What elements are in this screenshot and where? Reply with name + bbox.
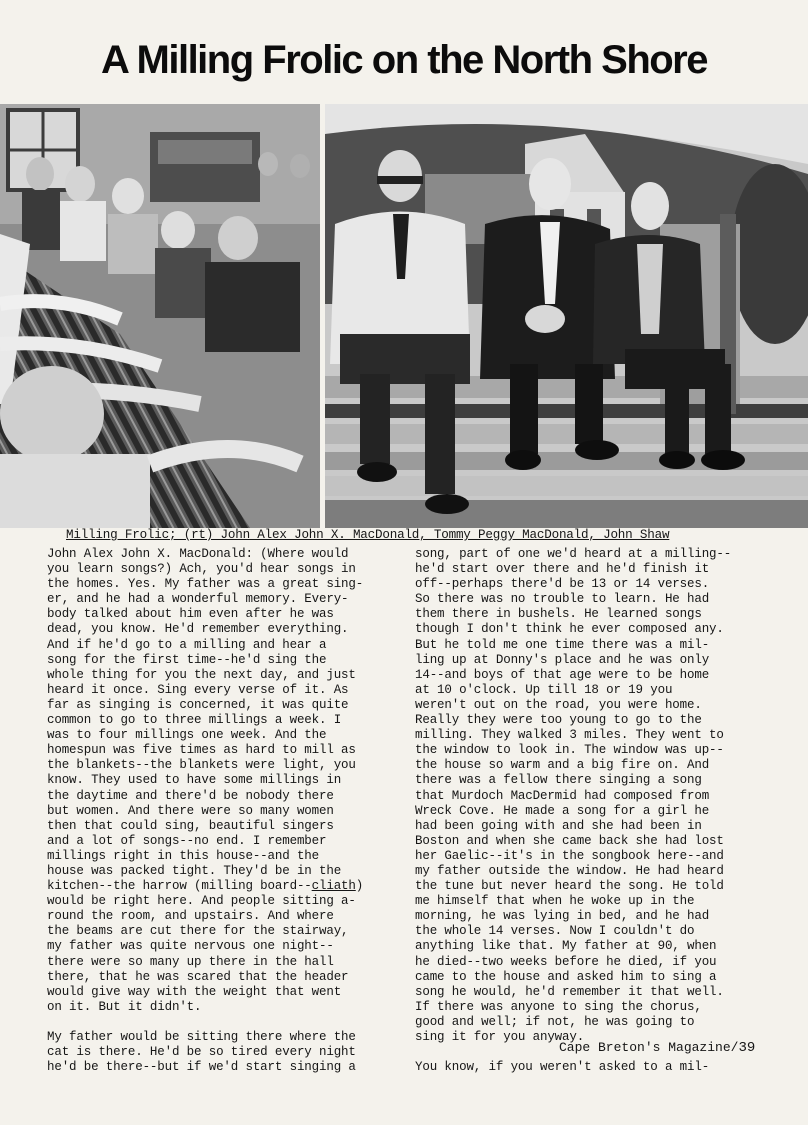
photo-caption: Milling Frolic; (rt) John Alex John X. MacDonald, Tommy Peggy MacDonald, John Shaw — [66, 528, 670, 542]
milling-frolic-photo — [0, 104, 320, 528]
page-number: 39 — [738, 1040, 756, 1056]
article-column-left — [47, 547, 399, 1090]
gaelic-term: cliath — [311, 879, 356, 894]
article-paragraph: You know, if you weren't asked to a mil- — [415, 1060, 710, 1075]
page-footer — [559, 1040, 755, 1056]
three-men-on-wagon-photo — [325, 104, 808, 528]
article-paragraph: song, part of one we'd heard at a milling-- he'd start over there and he'd finish it off--perhaps there'd be 13 or 14 verses. So there was no trouble to learn. He had them there in bushels. He learned songs though I don't think he ever composed any. But he told me one time there was a mil- ling up at Donny's place and he was only 14--and boys of that age were to be home at 10 o'clock. Up till 18 or 19 you weren't out on the road, you were home. Really they were too young to go to the milling. They walked 3 miles. They went to the window to look in. The window was up-- the house so warm and a big fire on. And there was a fellow there singing a song that Murdoch MacDermid had composed from Wreck Cove. He made a song for a girl he had been going with and she had been in Boston and when she came back she had lost her Gaelic--it's in the songbook here--and my father outside the window. He had heard the tune but never heard the song. He told me himself that when he woke up in the morning, he was lying in bed, and he had the whole 14 verses. Now I couldn't do anything like that. My father at 90, when he died--two weeks before he died, if you came to the house and asked him to sing a song he would, he'd remember it that well. If there was anyone to sing the chorus, good and well; if not, he was going to sing it for you anyway. — [415, 547, 732, 1044]
text-run: John Alex John X. MacDonald: (Where would you learn songs?) Ach, you'd hear songs in the homes. Yes. My father was a great sing- er, and he had a wonderful memory. Every- body talked about him even after he was dead, you know. He'd remember everything. And if he'd go to a milling and hear a song for the first time--he'd sing the whole thing for you the next day, and just heard it once. Sing every verse of it. As far as singing is concerned, it was quite common to go to three millings a week. I was to four millings one week. And the homespun was five times as hard to mill as the blankets--the blankets were light, you know. They used to have some millings in the daytime and there'd be nobody there but women. And there were so many women then that could sing, beautiful singers and a lot of songs--no end. I remember millings right in this house--and the house was packed tight. They'd be in the kitchen--the harrow (milling board-- — [47, 547, 364, 894]
article-paragraph — [47, 547, 399, 1015]
text-run: ) would be right here. And people sitting a- round the room, and upstairs. And where the beams are cut there for the stairway, my father was quite nervous one night-- there were so many up there in the hall there, that he was scared that the header would give way with the weight that went on it. But it didn't. — [47, 879, 364, 1014]
article-paragraph: My father would be sitting there where the cat is there. He'd be so tired every night he'd be there--but if we'd start singing a — [47, 1029, 356, 1075]
article-title: A Milling Frolic on the North Shore — [101, 38, 707, 82]
magazine-name: Cape Breton's Magazine/ — [559, 1040, 739, 1055]
article-column-right — [415, 547, 767, 1090]
